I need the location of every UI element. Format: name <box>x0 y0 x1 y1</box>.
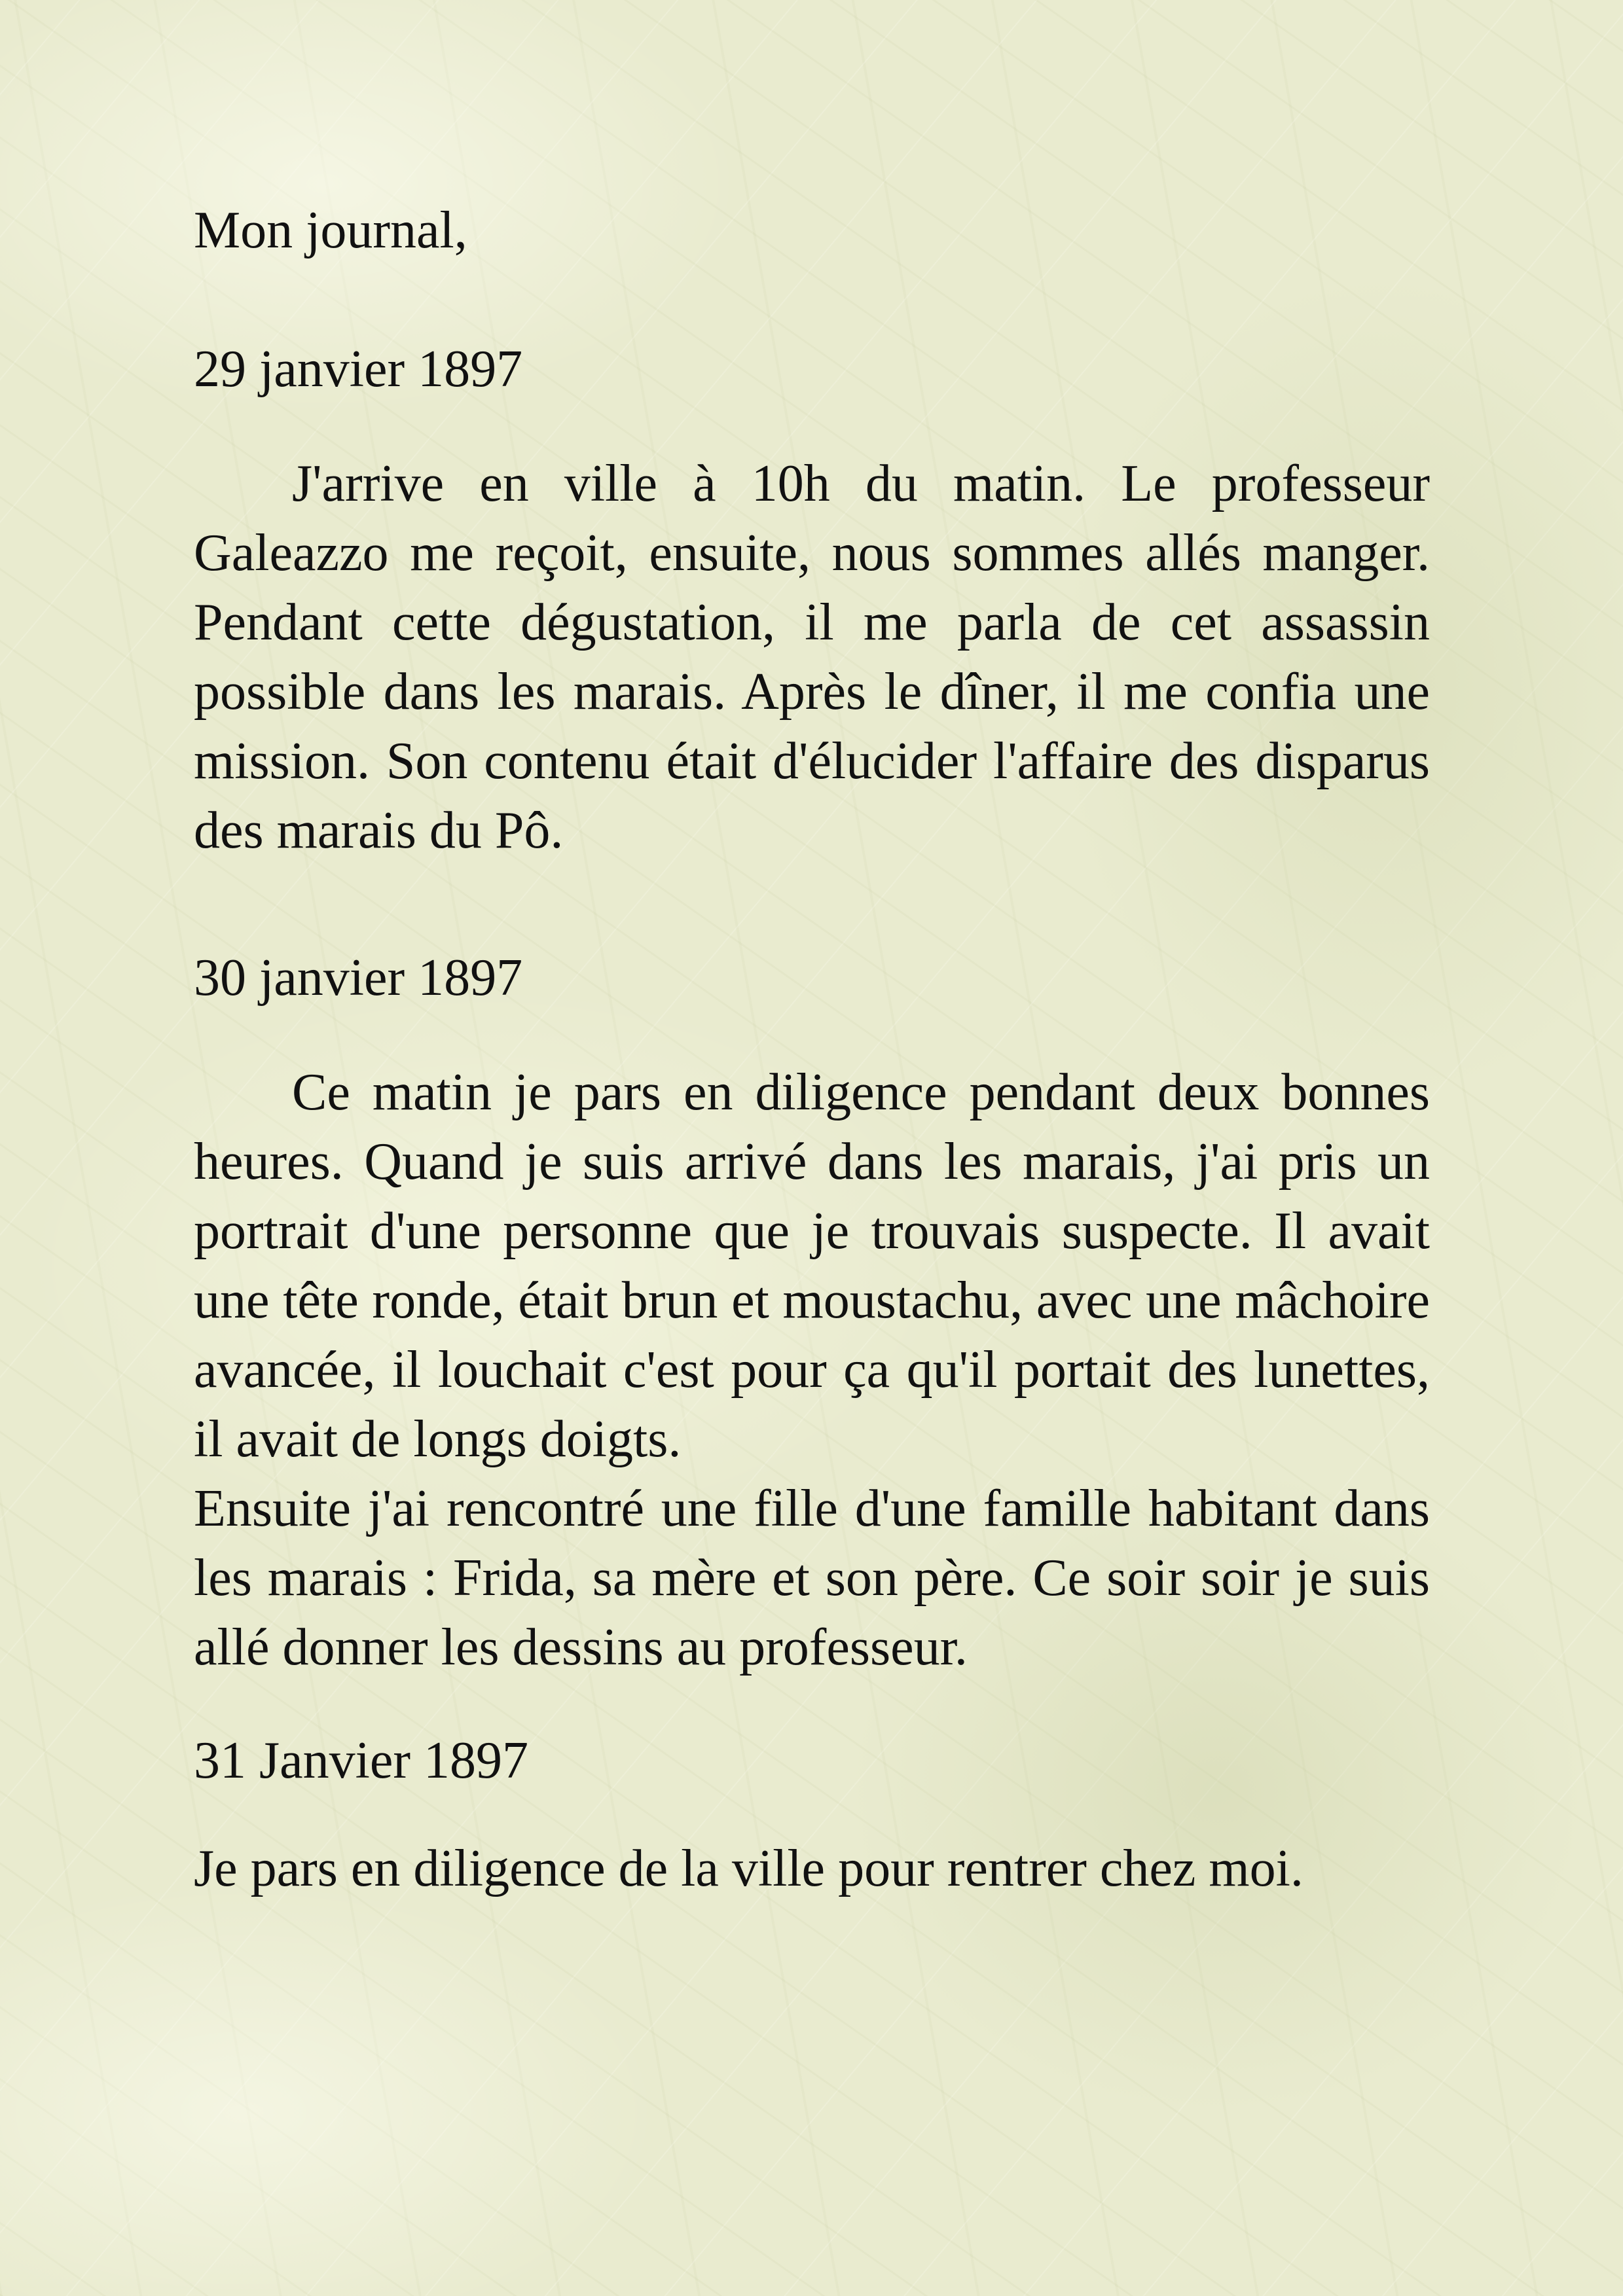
entry-paragraph: Je pars en diligence de la ville pour rentrer chez moi. <box>194 1840 1304 1897</box>
journal-page <box>194 196 1430 1903</box>
entry-date: 29 janvier 1897 <box>194 340 523 398</box>
entry-paragraph: Ce matin je pars en diligence pendant deux bonnes heures. Quand je suis arrivé dans les marais, j'ai pris un portrait d'une personne que je trouvais suspecte. Il avait une tête ronde, était brun et moustachu, avec une mâchoire avancée, il louchait c'est pour ça qu'il portait des lunettes, il avait de longs doigts. <box>194 1064 1430 1468</box>
entry-date: 31 Janvier 1897 <box>194 1732 529 1789</box>
greeting: Mon journal, <box>194 202 467 259</box>
entry-date: 30 janvier 1897 <box>194 949 523 1007</box>
entry-paragraph: J'arrive en ville à 10h du matin. Le professeur Galeazzo me reçoit, ensuite, nous sommes allés manger. Pendant cette dégustation, il me parla de cet assassin possible dans les marais. Après le dîner, il me confia une mission. Son contenu était d'élucider l'affaire des disparus des marais du Pô. <box>194 455 1430 859</box>
entry-paragraph: Ensuite j'ai rencontré une fille d'une famille habitant dans les marais : Frida, sa mère et son père. Ce soir soir je suis allé donner les dessins au professeur. <box>194 1480 1430 1676</box>
